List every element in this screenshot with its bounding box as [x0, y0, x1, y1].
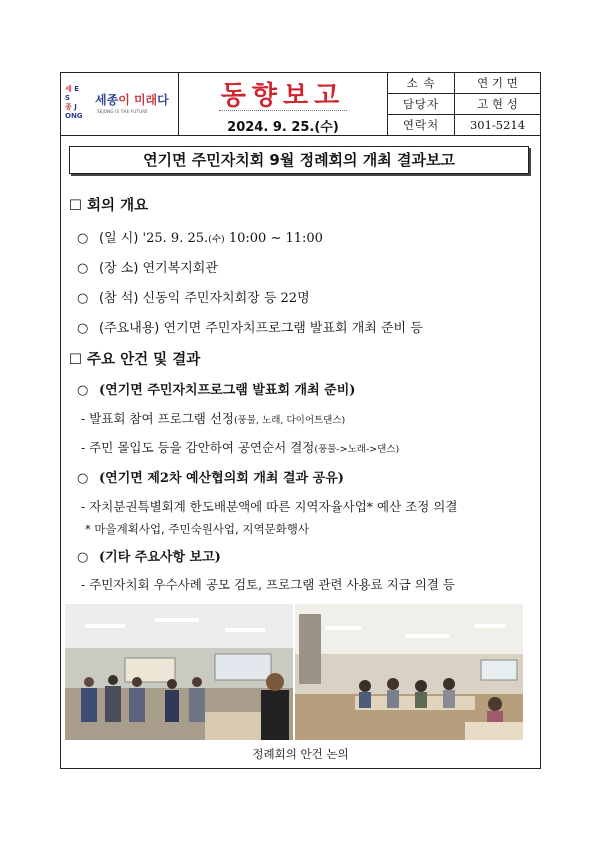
meeting-photo-right: [295, 604, 523, 740]
info-key: 연락처: [388, 115, 455, 136]
bullet-icon: ○: [77, 261, 89, 276]
sejong-logo: [61, 73, 179, 135]
section-heading-agenda: ☐ 주요 안건 및 결과: [69, 352, 201, 368]
info-row-department: [388, 73, 540, 94]
agenda-detail: - 자치분권특별회계 한도배분액에 따른 지역자율사업* 예산 조정 의결: [81, 499, 458, 514]
info-key: 소 속: [388, 73, 455, 94]
logo-slogan: SEJONG IS THE FUTURE: [97, 109, 148, 114]
info-row-contact: [388, 115, 540, 136]
document-title: 연기면 주민자치회 9월 정례회의 개최 결과보고: [69, 146, 529, 174]
bullet-icon: ○: [77, 471, 89, 486]
report-header: [61, 73, 540, 136]
bullet-icon: ○: [77, 231, 89, 246]
agenda-item-other: ○ (기타 주요사항 보고): [77, 550, 221, 565]
overview-item-attendees: ○ (참 석) 신동익 주민자치회장 등 22명: [77, 291, 310, 306]
bullet-icon: ○: [77, 550, 89, 565]
bullet-icon: ○: [77, 321, 89, 336]
agenda-detail: - 주민 몰입도 등을 감안하여 공연순서 결정(풍물->노래->댄스): [81, 440, 400, 455]
sejong-logo-mark: 세 E S 종 J ONG: [65, 85, 83, 120]
agenda-detail: - 주민자치회 우수사례 공모 검토, 프로그램 관련 사용료 지급 의결 등: [81, 577, 455, 592]
meeting-photo-left-image: [65, 604, 293, 740]
overview-item-datetime: ○ (일 시) '25. 9. 25.(수) 10:00 ~ 11:00: [77, 231, 323, 246]
agenda-item-presentation: ○ (연기면 주민자치프로그램 발표회 개최 준비): [77, 383, 356, 398]
meeting-photo-right-image: [295, 604, 523, 740]
contact-info-table: [388, 73, 540, 135]
overview-item-place: ○ (장 소) 연기복지회관: [77, 261, 218, 276]
photo-caption: 정례회의 안건 논의: [252, 747, 349, 761]
meeting-photo-left: [65, 604, 293, 740]
report-date: 2024. 9. 25.(수): [227, 120, 339, 135]
agenda-footnote: * 마을계획사업, 주민숙원사업, 지역문화행사: [85, 522, 309, 536]
bullet-icon: ○: [77, 291, 89, 306]
agenda-item-budget: ○ (연기면 제2차 예산협의회 개최 결과 공유): [77, 471, 344, 486]
report-title-cell: [179, 73, 388, 135]
sejong-logo-text: 세종이 미래다: [95, 93, 169, 107]
agenda-detail: - 발표회 참여 프로그램 선정(풍물, 노래, 다이어트댄스): [81, 411, 346, 426]
info-row-manager: [388, 94, 540, 115]
report-type-title: 동향보고: [220, 81, 346, 111]
bullet-icon: ○: [77, 383, 89, 398]
info-value: 301-5214: [469, 118, 526, 132]
section-heading-overview: ☐ 회의 개요: [69, 198, 149, 214]
info-key: 담당자: [388, 94, 455, 115]
info-value: 연 기 면: [455, 73, 541, 94]
overview-item-main-content: ○ (주요내용) 연기면 주민자치프로그램 발표회 개최 준비 등: [77, 321, 423, 336]
title-divider: [219, 110, 347, 111]
report-frame: [60, 72, 541, 769]
info-value: 고 현 성: [455, 94, 541, 115]
